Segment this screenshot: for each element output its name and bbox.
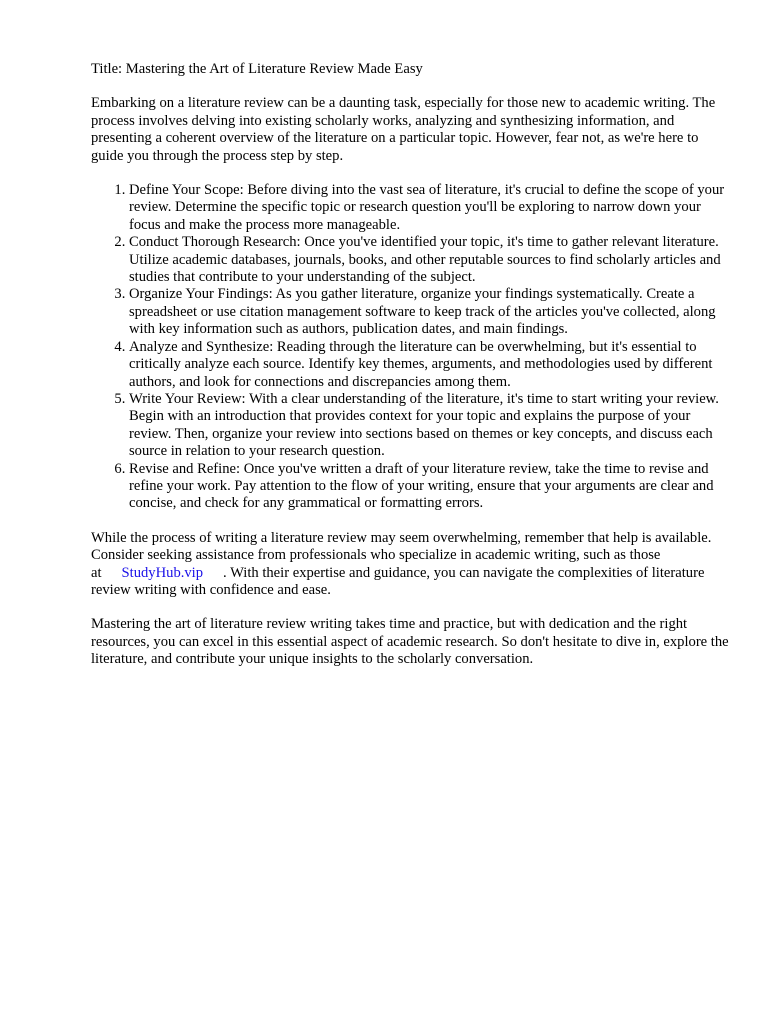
help-text-before-link: While the process of writing a literature review may seem overwhelming, remember that help is available. Consider seeking assistance from professionals who specialize in academic writing, such as those at xyxy=(91,529,712,581)
studyhub-link[interactable]: StudyHub.vip xyxy=(121,564,204,581)
document-title: Title: Mastering the Art of Literature Review Made Easy xyxy=(91,61,423,77)
conclusion-paragraph: Mastering the art of literature review writing takes time and practice, but with dedication and the right resources, you can excel in this essential aspect of academic research. So don't hesitate to dive in, explore the literature, and contribute your unique insights to the scholarly conversation. xyxy=(91,616,729,668)
list-item: 6. Revise and Refine: Once you've written a draft of your literature review, take the time to revise and refine your work. Pay attention to the flow of your writing, ensure that your arguments are clear and concise, and check for any grammatical or formatting errors. xyxy=(129,461,731,513)
list-item: 1. Define Your Scope: Before diving into the vast sea of literature, it's crucial to define the scope of your review. Determine the specific topic or research question you'll be exploring to narrow down your focus and make the process more manageable. xyxy=(129,182,731,234)
list-item: 3. Organize Your Findings: As you gather literature, organize your findings systematically. Create a spreadsheet or use citation management software to keep track of the articles you've collected, along with key information such as authors, publication dates, and main findings. xyxy=(129,286,731,338)
list-item: 5. Write Your Review: With a clear understanding of the literature, it's time to start writing your review. Begin with an introduction that provides context for your topic and explains the purpose of your review. Then, organize your review into sections based on themes or key concepts, and discuss each source in relation to your research question. xyxy=(129,391,731,461)
intro-paragraph: Embarking on a literature review can be a daunting task, especially for those new to academic writing. The process involves delving into existing scholarly works, analyzing and synthesizing information, and presenting a coherent overview of the literature on a particular topic. However, fear not, as we're here to guide you through the process step by step. xyxy=(91,95,716,164)
steps-list xyxy=(91,182,731,513)
document-page xyxy=(91,61,731,686)
list-item: 4. Analyze and Synthesize: Reading through the literature can be overwhelming, but it's essential to critically analyze each source. Identify key themes, arguments, and methodologies used by different authors, and look for connections and discrepancies among them. xyxy=(129,339,731,391)
help-text-after-link: . With their expertise and guidance, you can navigate the complexities of literature review writing with confidence and ease. xyxy=(91,564,705,598)
list-item: 2. Conduct Thorough Research: Once you've identified your topic, it's time to gather relevant literature. Utilize academic databases, journals, books, and other reputable sources to find scholarly articles and studies that contribute to your understanding of the subject. xyxy=(129,234,731,286)
help-paragraph xyxy=(91,530,731,600)
